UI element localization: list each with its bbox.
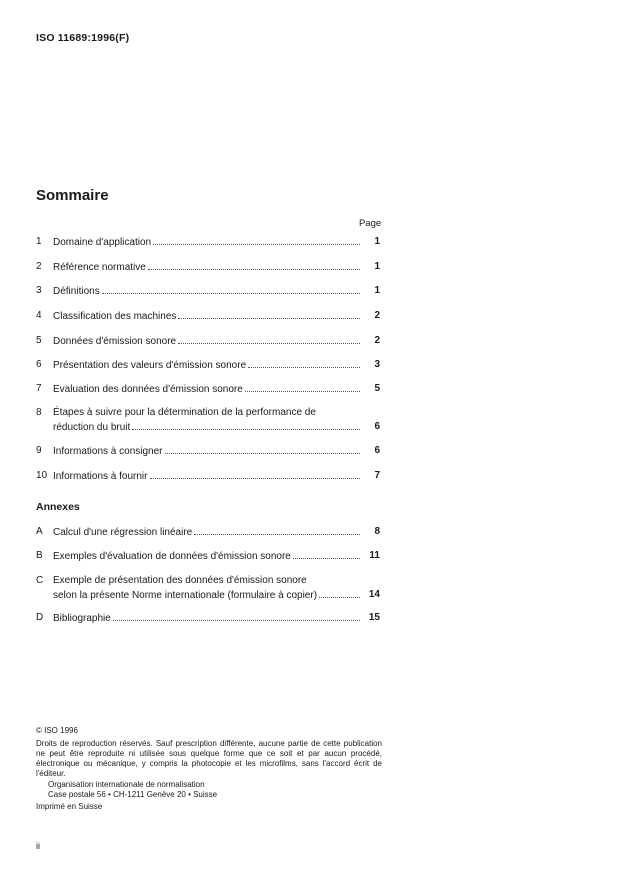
toc-entry-number: 10 — [36, 470, 48, 481]
annex-entry-title-line1: Exemple de présentation des données d'émission sonore — [53, 575, 307, 586]
toc-entry-title: réduction du bruit — [53, 422, 131, 433]
rights-statement: Droits de reproduction réservés. Sauf prescription différente, aucune partie de cette publication ne peut être reproduite ni utilisée sous quelque forme que ce soit et par aucun procédé, électronique ou mécanique, y compris la photocopie et les microfilms, sans l'accord écrit de l'éditeur. — [36, 739, 382, 778]
annex-entry-title: Exemples d'évaluation de données d'émission sonore — [53, 551, 291, 562]
page-number: ii — [36, 841, 40, 851]
postal-address: Case postale 56 • CH-1211 Genève 20 • Suisse — [48, 790, 218, 799]
dot-leader — [293, 549, 360, 559]
dot-leader — [150, 469, 361, 479]
annex-entry-title: selon la présente Norme internationale (formulaire à copier) — [53, 590, 318, 601]
toc-entry-page: 2 — [374, 310, 380, 321]
toc-entry[interactable] — [36, 284, 382, 298]
annex-entry-letter: C — [36, 575, 44, 586]
annex-entry[interactable] — [36, 611, 382, 625]
toc-entry-page: 6 — [374, 421, 380, 432]
toc-entry-title: Définitions — [53, 286, 100, 297]
toc-entry-title: Domaine d'application — [53, 237, 152, 248]
page-title: Sommaire — [36, 187, 109, 204]
toc-entry[interactable] — [36, 235, 382, 249]
toc-entry[interactable] — [36, 358, 382, 372]
toc-entry-number: 5 — [36, 335, 42, 346]
annex-entry-letter: B — [36, 550, 43, 561]
dot-leader — [165, 444, 360, 454]
toc-entry[interactable] — [36, 309, 382, 323]
toc-entry-title-line1: Étapes à suivre pour la détermination de la performance de — [53, 407, 316, 418]
annex-entry[interactable] — [36, 549, 382, 563]
dot-leader — [113, 611, 360, 621]
toc-entry[interactable] — [36, 334, 382, 348]
document-header: ISO 11689:1996(F) — [36, 32, 130, 44]
annex-entry-title: Calcul d'une régression linéaire — [53, 527, 193, 538]
dot-leader — [245, 382, 360, 392]
dot-leader — [102, 284, 360, 294]
toc-entry-title: Evaluation des données d'émission sonore — [53, 384, 243, 395]
toc-entry-page: 6 — [374, 445, 380, 456]
dot-leader — [153, 235, 360, 245]
annex-entry-letter: A — [36, 526, 43, 537]
annex-entry-page: 8 — [374, 526, 380, 537]
toc-entry-page: 5 — [374, 383, 380, 394]
toc-entry-number: 4 — [36, 310, 42, 321]
dot-leader — [178, 309, 360, 319]
toc-entry-number: 2 — [36, 261, 42, 272]
toc-entry-page: 1 — [374, 261, 380, 272]
toc-entry-title: Présentation des valeurs d'émission sonore — [53, 360, 247, 371]
dot-leader — [178, 334, 360, 344]
toc-entry-title: Référence normative — [53, 262, 146, 273]
toc-entry-title: Classification des machines — [53, 311, 177, 322]
toc-entry[interactable] — [36, 469, 382, 483]
dot-leader — [148, 260, 360, 270]
dot-leader — [248, 358, 360, 368]
toc-entry[interactable] — [36, 406, 382, 434]
annex-entry-page: 11 — [369, 550, 380, 561]
toc-entry-number: 8 — [36, 407, 42, 418]
annex-entry-page: 14 — [368, 589, 380, 600]
annex-entry-letter: D — [36, 612, 44, 623]
toc-entry[interactable] — [36, 260, 382, 274]
dot-leader — [194, 525, 360, 535]
organization-name: Organisation internationale de normalisation — [48, 780, 205, 789]
dot-leader — [319, 588, 360, 598]
toc-entry-title: Informations à fournir — [53, 471, 148, 482]
dot-leader — [132, 420, 360, 430]
toc-entry-page: 1 — [374, 236, 380, 247]
toc-entry-number: 3 — [36, 285, 42, 296]
toc-entry-number: 7 — [36, 383, 42, 394]
toc-entry-number: 1 — [36, 236, 42, 247]
toc-entry-page: 2 — [374, 335, 380, 346]
annex-entry-page: 15 — [368, 612, 380, 623]
toc-entry-page: 7 — [374, 470, 380, 481]
toc-entry-page: 1 — [374, 285, 380, 296]
organization-address — [48, 780, 217, 800]
annexes-heading: Annexes — [36, 501, 80, 513]
copyright-notice: © ISO 1996 — [36, 726, 78, 735]
toc-entry[interactable] — [36, 382, 382, 396]
toc-entry-number: 9 — [36, 445, 42, 456]
printed-in: Imprimé en Suisse — [36, 802, 103, 811]
annex-entry-title: Bibliographie — [53, 613, 111, 624]
toc-entry-title: Informations à consigner — [53, 446, 163, 457]
toc-entry[interactable] — [36, 444, 382, 458]
annex-entry[interactable] — [36, 525, 382, 539]
toc-entry-page: 3 — [374, 359, 380, 370]
page-column-label: Page — [359, 218, 382, 229]
toc-entry-title: Données d'émission sonore — [53, 336, 177, 347]
annex-entry[interactable] — [36, 574, 382, 602]
toc-entry-number: 6 — [36, 359, 42, 370]
